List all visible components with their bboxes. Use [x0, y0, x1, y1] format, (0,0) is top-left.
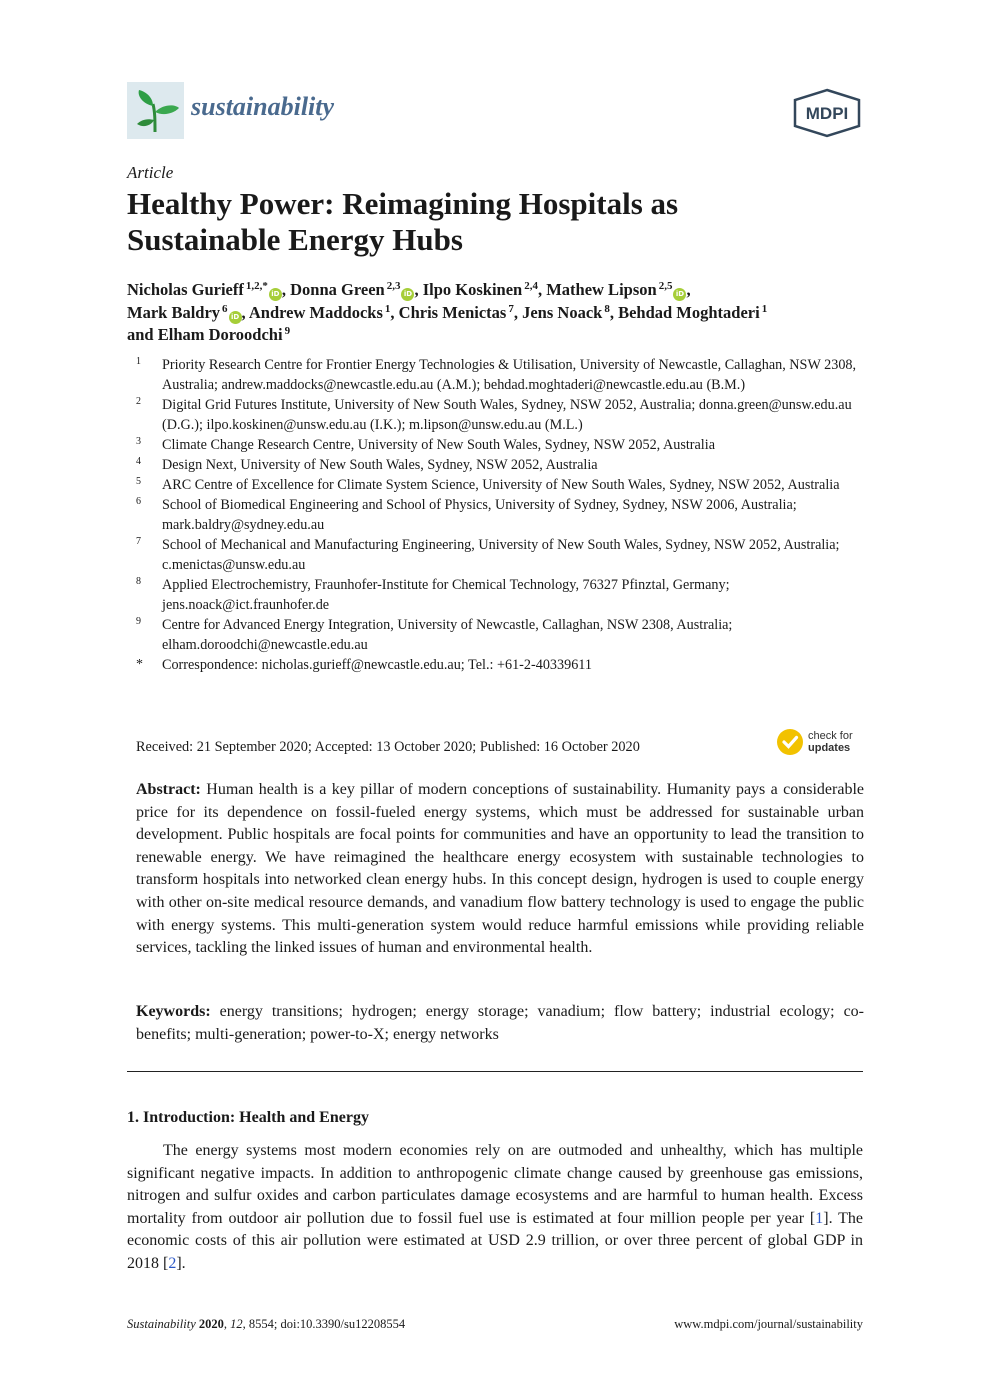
- abstract-label: Abstract:: [136, 781, 201, 798]
- orcid-icon[interactable]: iD: [673, 288, 686, 301]
- author-line-1: Nicholas Gurieff $^{1,2,*}$iD , Donna Green $^{2,3}$iD , Ilpo Koskinen $^{2,4}$, Mathew Lipson $^{2,5}$iD ,: [127, 280, 691, 299]
- affiliation-item: 3 Climate Change Research Centre, University of New South Wales, Sydney, NSW 2052, Australia: [136, 436, 715, 453]
- author[interactable]: and Elham Doroodchi $^9$: [127, 325, 291, 344]
- affiliation-item: 2 Digital Grid Futures Institute, University of New South Wales, Sydney, NSW 2052, Australia; donna.green@unsw.edu.au (D.G.); ilpo.koskinen@unsw.edu.au (I.K.); m.lipson@unsw.edu.au (M.L.): [136, 396, 852, 433]
- orcid-icon[interactable]: iD: [269, 288, 282, 301]
- author-line-2: Mark Baldry $^6$iD , Andrew Maddocks $^1$, Chris Menictas $^7$, Jens Noack $^8$, Behdad Moghtaderi $^1$: [127, 302, 768, 322]
- title-line-1: Healthy Power: Reimagining Hospitals as: [127, 186, 679, 221]
- affiliation-item: 9 Centre for Advanced Energy Integration, University of Newcastle, Callaghan, NSW 2308, Australia; elham.doroodchi@newcastle.edu.au: [136, 616, 733, 653]
- keywords-text: energy transitions; hydrogen; energy storage; vanadium; flow battery; industrial ecology; co-benefits; multi-generation; power-to-X; energy networks: [136, 1003, 865, 1043]
- author[interactable]: Jens Noack $^8$: [522, 302, 610, 322]
- keywords: [136, 1001, 864, 1046]
- section-divider: [127, 1071, 863, 1072]
- abstract-text: Human health is a key pillar of modern conceptions of sustainability. Humanity pays a considerable price for its dependence on fossil-fueled energy systems, which must be addressed for sustainable urban development. Public hospitals are focal points for communities and have an opportunity to lead the transition to renewable energy. We have reimagined the healthcare energy ecosystem with sustainable technologies to transform hospitals into networked clean energy hubs. In this concept design, hydrogen is used to couple energy with other on-site medical resource demands, and vanadium flow battery technology is used to engage the public with energy systems. This multi-generation system would reduce harmful emissions while providing reliable services, tackling the linked issues of human and environmental health.: [136, 781, 864, 957]
- author[interactable]: Andrew Maddocks $^1$: [248, 302, 391, 322]
- author[interactable]: Donna Green $^{2,3}$iD: [290, 280, 414, 299]
- title-line-2: Sustainable Energy Hubs: [127, 222, 463, 257]
- author[interactable]: Behdad Moghtaderi $^1$: [618, 302, 768, 322]
- page-title: [127, 186, 867, 258]
- article-type: Article: [127, 163, 174, 182]
- affiliation-item: 6 School of Biomedical Engineering and School of Physics, University of Sydney, Sydney, NSW 2006, Australia; mark.baldry@sydney.edu.au: [136, 496, 797, 533]
- mdpi-logo: [791, 88, 863, 138]
- author[interactable]: Ilpo Koskinen $^{2,4}$: [422, 280, 538, 299]
- orcid-icon[interactable]: iD: [401, 288, 414, 301]
- journal-name: sustainability: [191, 92, 335, 121]
- footer-url[interactable]: www.mdpi.com/journal/sustainability: [674, 1317, 863, 1331]
- affiliations: [136, 355, 876, 675]
- affiliation-item: 5 ARC Centre of Excellence for Climate System Science, University of New South Wales, Sydney, NSW 2052, Australia: [136, 476, 840, 493]
- author[interactable]: Nicholas Gurieff $^{1,2,*}$iD: [127, 280, 282, 299]
- author-list: [127, 279, 867, 347]
- affiliation-item: 1 Priority Research Centre for Frontier Energy Technologies & Utilisation, University of Newcastle, Callaghan, NSW 2308, Australia; andrew.maddocks@newcastle.edu.au (A.M.); behdad.moghtaderi@newcastle.edu.au (B.M.): [136, 356, 857, 393]
- mdpi-logo-text: MDPI: [805, 104, 849, 123]
- footer-citation: Sustainability 2020, 12, 8554; doi:10.3390/su12208554: [127, 1317, 406, 1331]
- body-paragraph: The energy systems most modern economies rely on are outmoded and unhealthy, which has multiple significant negative impacts. In addition to anthropogenic climate change caused by greenhouse gas emissions, nitrogen and sulfur oxides and carbon particulates damage ecosystems and are harmful to human health. Excess mortality from outdoor air pollution due to fossil fuel use is estimated at four million people per year [1]. The economic costs of this air pollution were estimated at USD 2.9 trillion, or over three percent of global GDP in 2018 [2].: [127, 1142, 863, 1272]
- correspondence: * Correspondence: nicholas.gurieff@newcastle.edu.au; Tel.: +61-2-40339611: [136, 657, 592, 673]
- publication-dates: Received: 21 September 2020; Accepted: 13 October 2020; Published: 16 October 2020: [136, 739, 640, 755]
- affiliation-item: 7 School of Mechanical and Manufacturing Engineering, University of New South Wales, Sydney, NSW 2052, Australia; c.menictas@unsw.edu.au: [136, 536, 840, 573]
- author-line-3: [127, 324, 867, 347]
- author[interactable]: Chris Menictas $^7$: [398, 302, 514, 322]
- affiliation-item: 4 Design Next, University of New South Wales, Sydney, NSW 2052, Australia: [136, 456, 598, 473]
- check-for-updates-button[interactable]: [776, 728, 866, 758]
- leaf-logo-icon: [127, 82, 184, 139]
- affiliation-item: 8 Applied Electrochemistry, Fraunhofer-Institute for Chemical Technology, 76327 Pfinztal, Germany; jens.noack@ict.fraunhofer.de: [136, 576, 730, 613]
- check-updates-label: check for updates: [808, 730, 853, 754]
- citation-link[interactable]: 1: [815, 1209, 824, 1227]
- journal-logo: [127, 82, 184, 139]
- citation-link[interactable]: 2: [168, 1254, 177, 1272]
- mdpi-hexagon-icon: [791, 88, 863, 138]
- check-updates-icon: [776, 728, 804, 756]
- orcid-icon[interactable]: iD: [229, 311, 242, 324]
- keywords-label: Keywords:: [136, 1003, 211, 1020]
- author[interactable]: Mathew Lipson $^{2,5}$iD: [546, 280, 686, 299]
- author[interactable]: Mark Baldry $^6$iD: [127, 303, 242, 322]
- section-heading: 1. Introduction: Health and Energy: [127, 1109, 369, 1126]
- abstract: [136, 779, 864, 960]
